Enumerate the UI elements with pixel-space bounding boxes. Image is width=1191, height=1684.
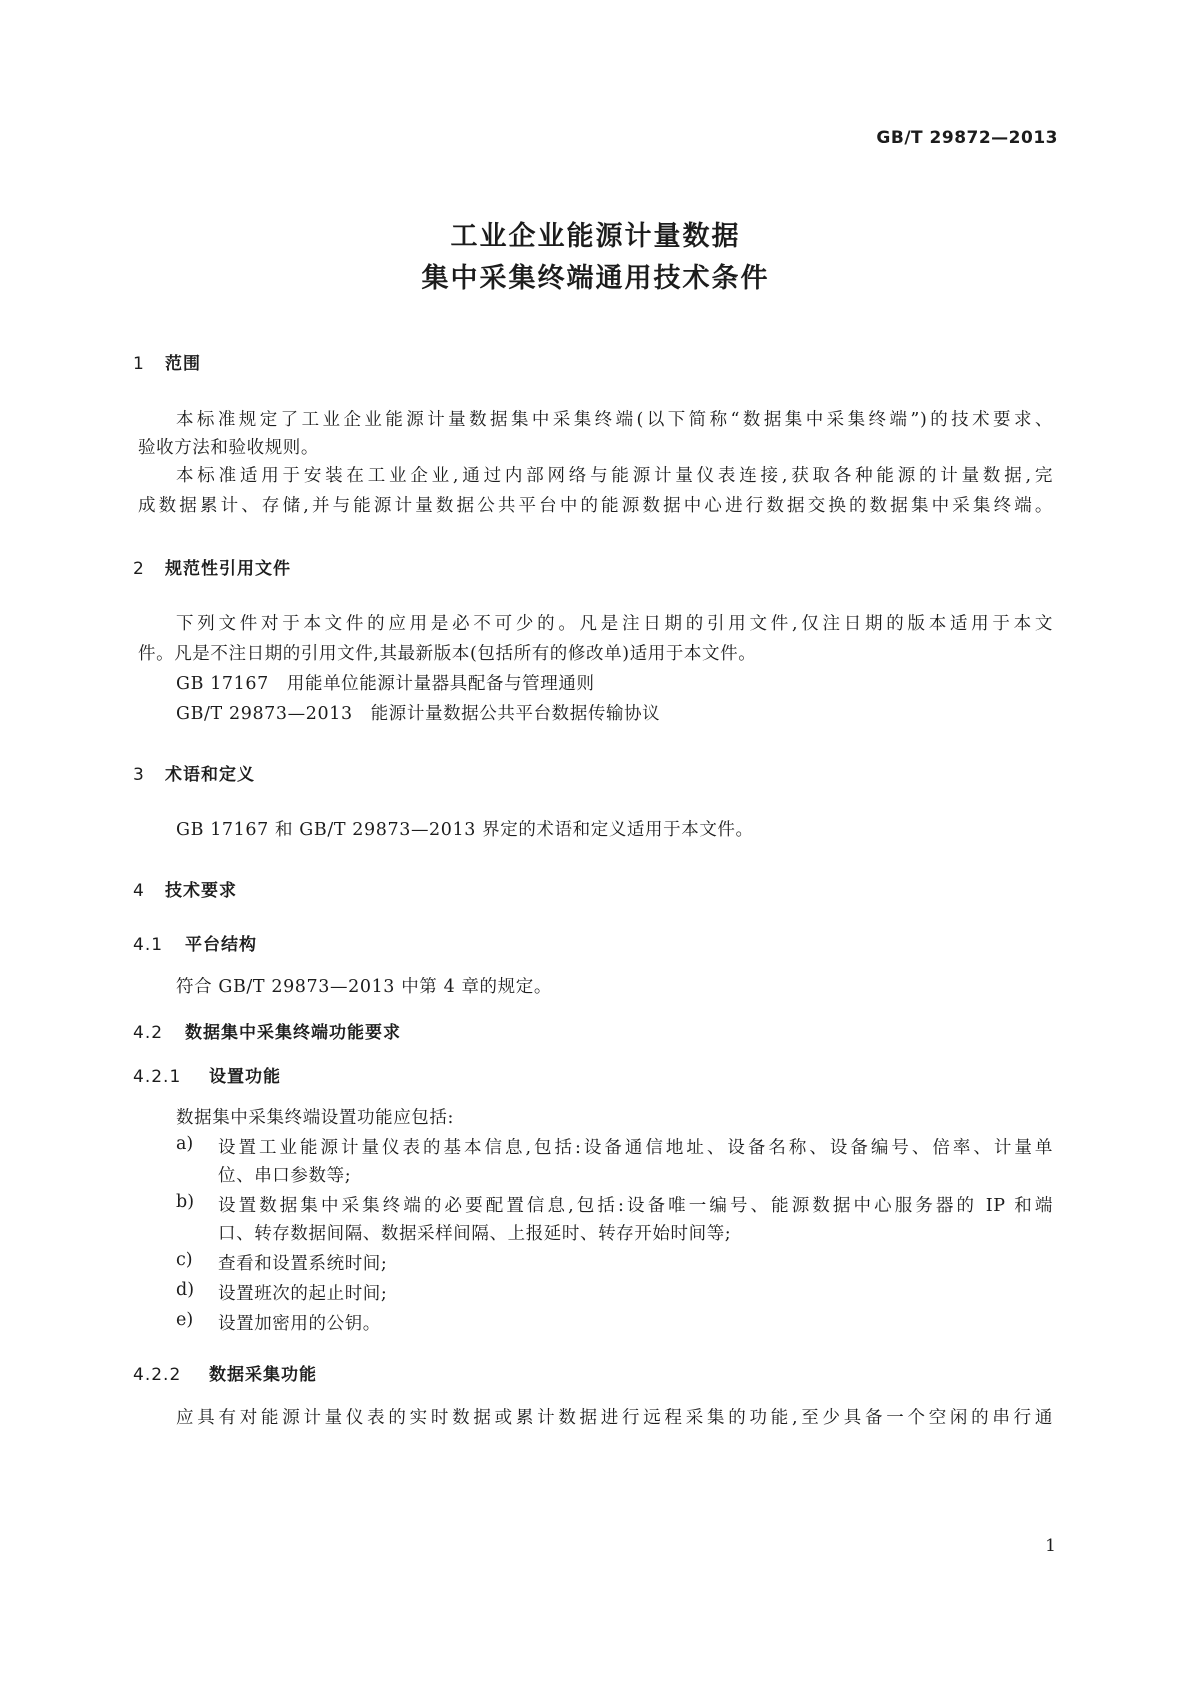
list-item-text: 设置班次的起止时间; xyxy=(218,1284,388,1304)
section-number: 4.1 xyxy=(133,935,164,955)
paragraph-line: 本标准适用于安装在工业企业,通过内部网络与能源计量仪表连接,获取各种能源的计量数据,完 xyxy=(176,466,1053,486)
subsection-4-2-heading xyxy=(133,1018,401,1043)
paragraph-line: 本标准规定了工业企业能源计量数据集中采集终端(以下简称“数据集中采集终端”)的技术要求、 xyxy=(176,410,1053,430)
paragraph-line: GB 17167 和 GB/T 29873—2013 界定的术语和定义适用于本文件。 xyxy=(176,820,754,840)
section-1-heading xyxy=(133,349,201,374)
section-number: 4.2.2 xyxy=(133,1365,182,1385)
reference-code: GB 17167 xyxy=(176,674,269,694)
document-title-line-2: 集中采集终端通用技术条件 xyxy=(421,263,770,294)
document-title-line-1: 工业企业能源计量数据 xyxy=(450,221,741,252)
paragraph-line: 件。凡是不注日期的引用文件,其最新版本(包括所有的修改单)适用于本文件。 xyxy=(138,644,757,664)
reference-title: 能源计量数据公共平台数据传输协议 xyxy=(370,704,661,724)
list-item-label: b) xyxy=(176,1192,195,1212)
list-item-text: 口、转存数据间隔、数据采样间隔、上报延时、转存开始时间等; xyxy=(218,1224,732,1244)
paragraph-line: 下列文件对于本文件的应用是必不可少的。凡是注日期的引用文件,仅注日期的版本适用于本文 xyxy=(176,614,1053,634)
section-title: 数据采集功能 xyxy=(209,1365,317,1385)
list-item-text: 查看和设置系统时间; xyxy=(218,1254,388,1274)
section-title: 规范性引用文件 xyxy=(165,559,291,579)
list-item-label: d) xyxy=(176,1280,195,1300)
section-title: 技术要求 xyxy=(165,881,237,901)
section-number: 4 xyxy=(133,881,145,901)
paragraph-line: 数据集中采集终端设置功能应包括: xyxy=(176,1108,454,1128)
section-title: 平台结构 xyxy=(185,935,257,955)
paragraph-line: 应具有对能源计量仪表的实时数据或累计数据进行远程采集的功能,至少具备一个空闲的串行通 xyxy=(176,1408,1053,1428)
list-item-text: 位、串口参数等; xyxy=(218,1166,352,1186)
section-number: 1 xyxy=(133,354,145,374)
section-title: 术语和定义 xyxy=(165,765,255,785)
section-4-heading xyxy=(133,876,237,901)
section-title: 设置功能 xyxy=(209,1067,281,1087)
paragraph-line: 验收方法和验收规则。 xyxy=(138,438,319,458)
paragraph-line: 成数据累计、存储,并与能源计量数据公共平台中的能源数据中心进行数据交换的数据集中采集终端。 xyxy=(138,496,1053,516)
standard-code: GB/T 29872—2013 xyxy=(876,128,1058,148)
list-item-label: e) xyxy=(176,1310,194,1330)
section-number: 4.2.1 xyxy=(133,1067,182,1087)
list-item-text: 设置数据集中采集终端的必要配置信息,包括:设备唯一编号、能源数据中心服务器的 IP 和端 xyxy=(218,1196,1053,1216)
list-item-text: 设置工业能源计量仪表的基本信息,包括:设备通信地址、设备名称、设备编号、倍率、计量单 xyxy=(218,1138,1053,1158)
subsection-4-2-2-heading xyxy=(133,1360,317,1385)
reference-title: 用能单位能源计量器具配备与管理通则 xyxy=(286,674,595,694)
normative-reference xyxy=(176,700,660,725)
subsection-4-1-heading xyxy=(133,930,257,955)
section-number: 3 xyxy=(133,765,145,785)
page-number: 1 xyxy=(1045,1536,1056,1556)
section-number: 2 xyxy=(133,559,145,579)
normative-reference xyxy=(176,670,595,695)
list-item-label: c) xyxy=(176,1250,193,1270)
section-3-heading xyxy=(133,760,255,785)
list-item-text: 设置加密用的公钥。 xyxy=(218,1314,381,1334)
subsection-4-2-1-heading xyxy=(133,1062,281,1087)
list-item-label: a) xyxy=(176,1134,194,1154)
section-title: 数据集中采集终端功能要求 xyxy=(185,1023,401,1043)
section-2-heading xyxy=(133,554,291,579)
section-number: 4.2 xyxy=(133,1023,164,1043)
paragraph-line: 符合 GB/T 29873—2013 中第 4 章的规定。 xyxy=(176,977,552,997)
section-title: 范围 xyxy=(165,354,201,374)
reference-code: GB/T 29873—2013 xyxy=(176,704,353,724)
